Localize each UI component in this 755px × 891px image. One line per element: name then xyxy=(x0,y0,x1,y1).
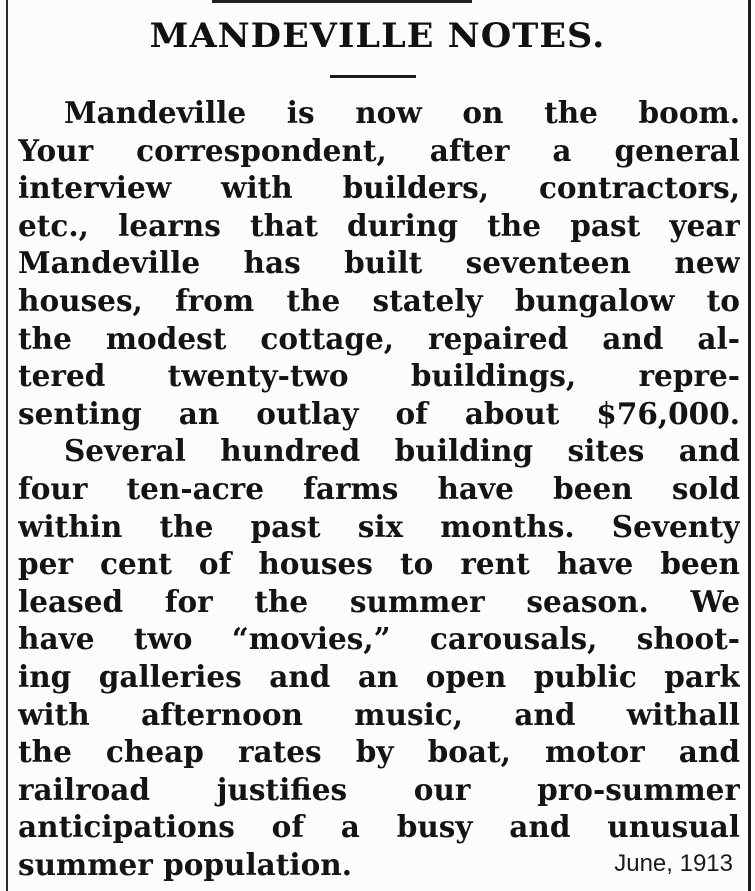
article-line: interview with builders, contractors, xyxy=(18,170,740,206)
article-line: Several hundred building sites and xyxy=(64,433,740,469)
top-rule xyxy=(212,0,472,3)
article-line: summer population. xyxy=(18,846,352,882)
article-line: have two “movies,” carousals, shoot- xyxy=(18,621,740,657)
article-line: with afternoon music, and withall xyxy=(18,696,740,732)
article-line: anticipations of a busy and unusual xyxy=(18,809,740,845)
article-line: houses, from the stately bungalow to xyxy=(18,282,740,318)
article-line: Your correspondent, after a general xyxy=(18,132,740,168)
article-line: senting an outlay of about $76,000. xyxy=(18,395,740,431)
article-line: the modest cottage, repaired and al- xyxy=(18,320,740,356)
article-line: Mandeville has built seventeen new xyxy=(18,245,740,281)
dateline: June, 1913 xyxy=(614,850,733,877)
article-line: tered twenty-two buildings, repre- xyxy=(18,358,740,394)
article-line: within the past six months. Seventy xyxy=(18,508,740,544)
article-line: Mandeville is now on the boom. xyxy=(64,95,740,130)
article-line: etc., learns that during the past year xyxy=(18,207,740,243)
left-column-rule xyxy=(6,0,8,891)
article-line: ing galleries and an open public park xyxy=(18,658,740,694)
article-line: leased for the summer season. We xyxy=(18,583,740,619)
article-line: railroad justifies our pro-summer xyxy=(18,771,740,807)
article-line: the cheap rates by boat, motor and xyxy=(18,734,740,770)
article-body xyxy=(18,94,740,883)
headline-divider xyxy=(330,75,416,78)
right-column-rule xyxy=(748,0,751,891)
article-line: four ten-acre farms have been sold xyxy=(18,470,740,506)
article-line: per cent of houses to rent have been xyxy=(18,546,740,582)
article-headline: MANDEVILLE NOTES. xyxy=(149,16,606,56)
